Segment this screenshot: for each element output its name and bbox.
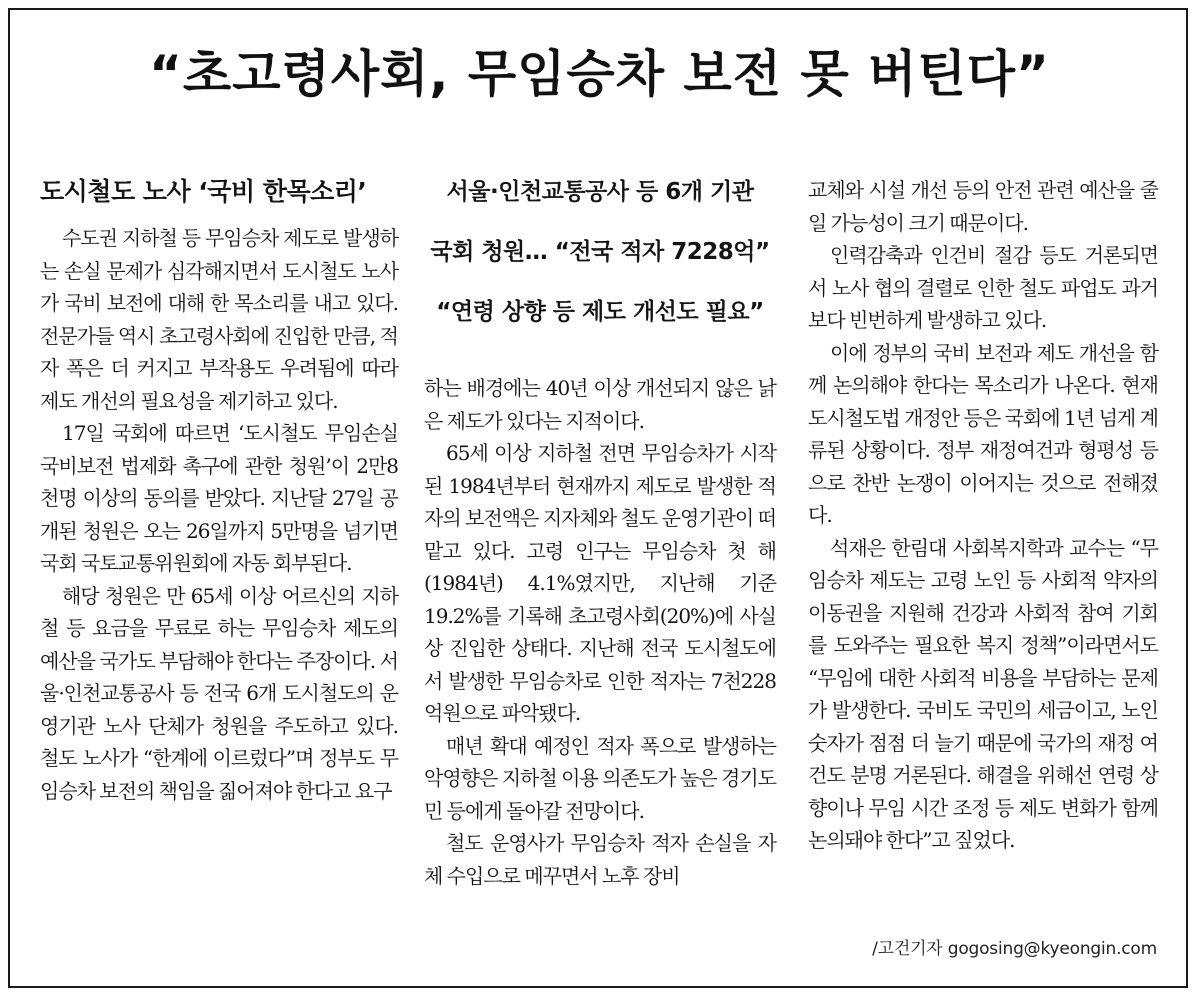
paragraph: 매년 확대 예정인 적자 폭으로 발생하는 악영향은 지하철 이용 의존도가 높은 경기도민 등에게 돌아갈 전망이다. [424, 733, 776, 823]
paragraph: 석재은 한림대 사회복지학과 교수는 “무임승차 제도는 고령 노인 등 사회적 약자의 이동권을 지원해 건강과 사회적 참여 기회를 도와주는 필요한 복지 정책”이라면서도 “무임에 대한 사회적 비용을 부담하는 문제가 발생한다. 국비도 국민의 세금이고, 노인 숫자가 점점 더 늘기 때문에 국가의 재정 여건도 분명 거론된다. 해결을 위해선 연령 상향이나 무임 시간 조정 등 제도 변화가 함께 논의돼야 한다”고 짚었다. [808, 535, 1158, 852]
column-1-subhead: 도시철도 노사 ‘국비 한목소리’ [40, 177, 367, 206]
subhead-3: “연령 상향 등 제도 개선도 필요” [436, 299, 764, 325]
column-2 [424, 174, 776, 892]
paragraph: 65세 이상 지하철 전면 무임승차가 시작된 1984년부터 현재까지 제도로 발생한 적자의 보전액은 지자체와 철도 운영기관이 떠맡고 있다. 고령 인구는 무임승차 첫 해(1984년) 4.1%였지만, 지난해 기준 19.2%를 기록해 초고령사회(20%)에 사실상 진입한 상태다. 지난해 전국 도시철도에서 발생한 무임승차로 인한 적자는 7천228억원으로 파악됐다. [424, 441, 776, 725]
paragraph: 이에 정부의 국비 보전과 제도 개선을 함께 논의해야 한다는 목소리가 나온다. 현재 도시철도법 개정안 등은 국회에 1년 넘게 계류된 상황이다. 정부 재정여건과 형평성 등으로 찬반 논쟁이 이어지는 것으로 전해졌다. [808, 340, 1158, 527]
subhead-1: 서울·인천교통공사 등 6개 기관 [446, 179, 754, 205]
subhead-2: 국회 청원… “전국 적자 7228억” [430, 239, 770, 265]
paragraph: 17일 국회에 따르면 ‘도시철도 무임손실 국비보전 법제화 촉구에 관한 청원’이 2만8천명 이상의 동의를 받았다. 지난달 27일 공개된 청원은 오는 26일까지 5만명을 넘기면 국회 국토교통위원회에 자동 회부된다. [40, 421, 398, 575]
paragraph: 해당 청원은 만 65세 이상 어르신의 지하철 등 요금을 무료로 하는 무임승차 제도의 예산을 국가도 부담해야 한다는 주장이다. 서울·인천교통공사 등 전국 6개 도시철도의 운영기관 노사 단체가 청원을 주도하고 있다. 철도 노사가 “한계에 이르렀다”며 정부도 무임승차 보전의 책임을 짊어져야 한다고 요구 [40, 583, 398, 803]
paragraph: 교체와 시설 개선 등의 안전 관련 예산을 줄일 가능성이 크기 때문이다. [808, 178, 1158, 235]
column-3 [808, 174, 1158, 857]
paragraph: 인력감축과 인건비 절감 등도 거론되면서 노사 협의 결렬로 인한 철도 파업도 과거보다 빈번하게 발생하고 있다. [808, 243, 1158, 332]
headline: “초고령사회, 무임승차 보전 못 버틴다” [149, 45, 1050, 103]
paragraph: 하는 배경에는 40년 이상 개선되지 않은 낡은 제도가 있다는 지적이다. [424, 376, 776, 433]
paragraph: 수도권 지하철 등 무임승차 제도로 발생하는 손실 문제가 심각해지면서 도시철도 노사가 국비 보전에 대해 한 목소리를 내고 있다. 전문가들 역시 초고령사회에 진입한 만큼, 적자 폭은 더 커지고 부작용도 우려됨에 따라 제도 개선의 필요성을 제기하고 있다. [40, 226, 398, 413]
paragraph: 철도 운영사가 무임승차 적자 손실을 자체 수입으로 메꾸면서 노후 장비 [424, 831, 776, 888]
byline: /고건기자 gogosing@kyeongin.com [872, 939, 1157, 959]
column-1 [40, 174, 398, 807]
